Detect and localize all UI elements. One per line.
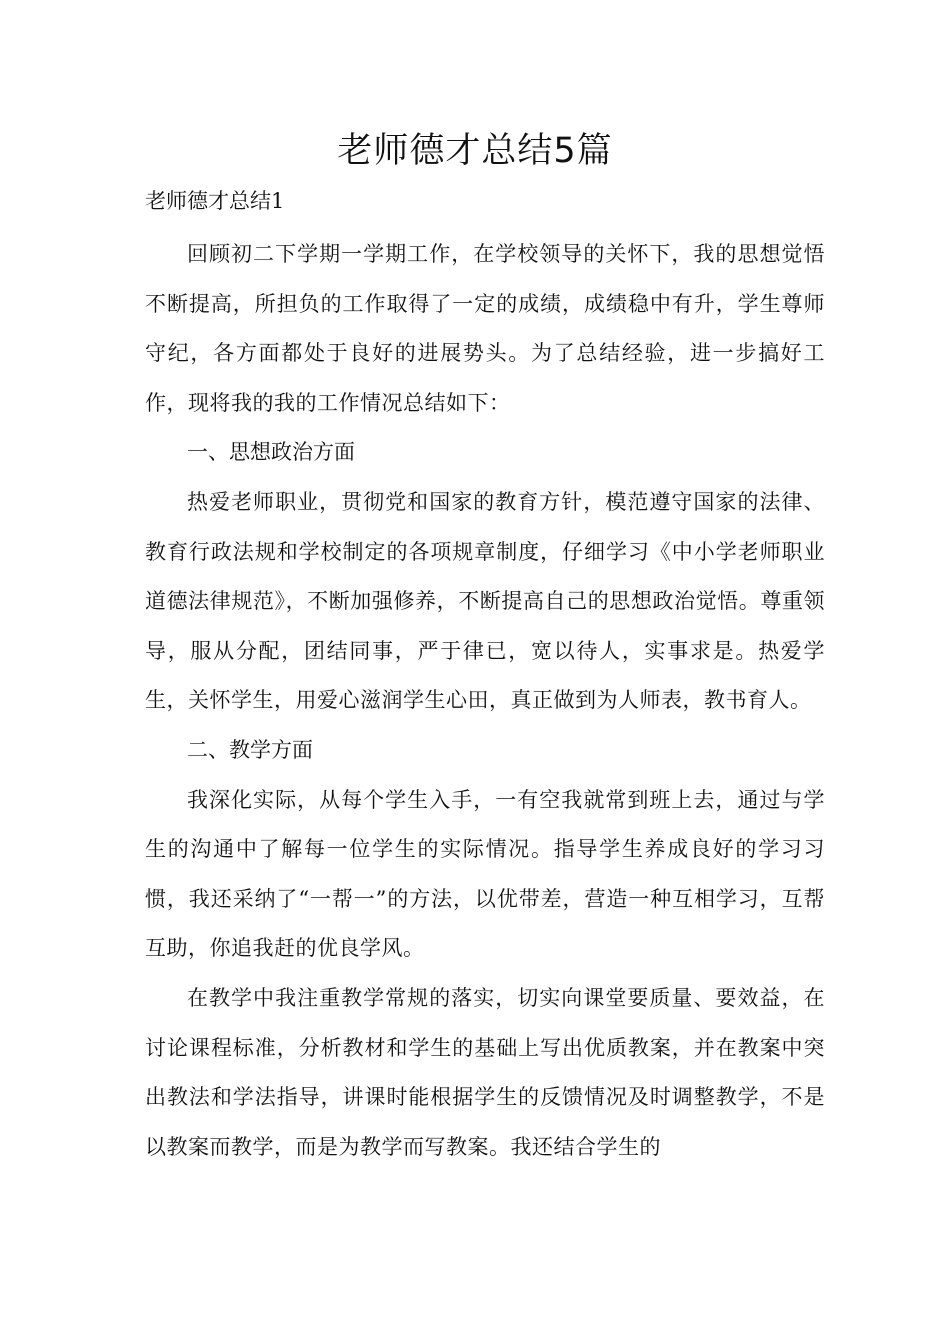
paragraph-teaching-2: 在教学中我注重教学常规的落实，切实向课堂要质量、要效益，在讨论课程标准，分析教材和学生的基础上写出优质教案，并在教案中突出教法和学法指导，讲课时能根据学生的反馈情况及时调整教学，不是以教案而教学，而是为教学而写教案。我还结合学生的 <box>145 985 825 1159</box>
subheading-teaching: 二、教学方面 <box>187 737 313 762</box>
paragraph-teaching-1: 我深化实际，从每个学生入手，一有空我就常到班上去，通过与学生的沟通中了解每一位学生的实际情况。指导学生养成良好的学习习惯，我还采纳了“一帮一”的方法，以优带差，营造一种互相学习，互帮互助，你追我赶的优良学风。 <box>145 787 825 961</box>
section-heading: 老师德才总结1 <box>145 189 285 213</box>
subheading-ideology: 一、思想政治方面 <box>187 440 355 465</box>
document-body <box>145 230 825 1172</box>
paragraph-intro: 回顾初二下学期一学期工作，在学校领导的关怀下，我的思想觉悟不断提高，所担负的工作取得了一定的成绩，成绩稳中有升，学生尊师守纪，各方面都处于良好的进展势头。为了总结经验，进一步搞好工作，现将我的我的工作情况总结如下： <box>145 242 825 415</box>
document-title: 老师德才总结5篇 <box>337 131 613 171</box>
paragraph-ideology: 热爱老师职业，贯彻党和国家的教育方针，模范遵守国家的法律、教育行政法规和学校制定的各项规章制度，仔细学习《中小学老师职业道德法律规范》，不断加强修养，不断提高自己的思想政治觉悟。尊重领导，服从分配，团结同事，严于律已，宽以待人，实事求是。热爱学生，关怀学生，用爱心滋润学生心田，真正做到为人师表，教书育人。 <box>145 489 825 713</box>
